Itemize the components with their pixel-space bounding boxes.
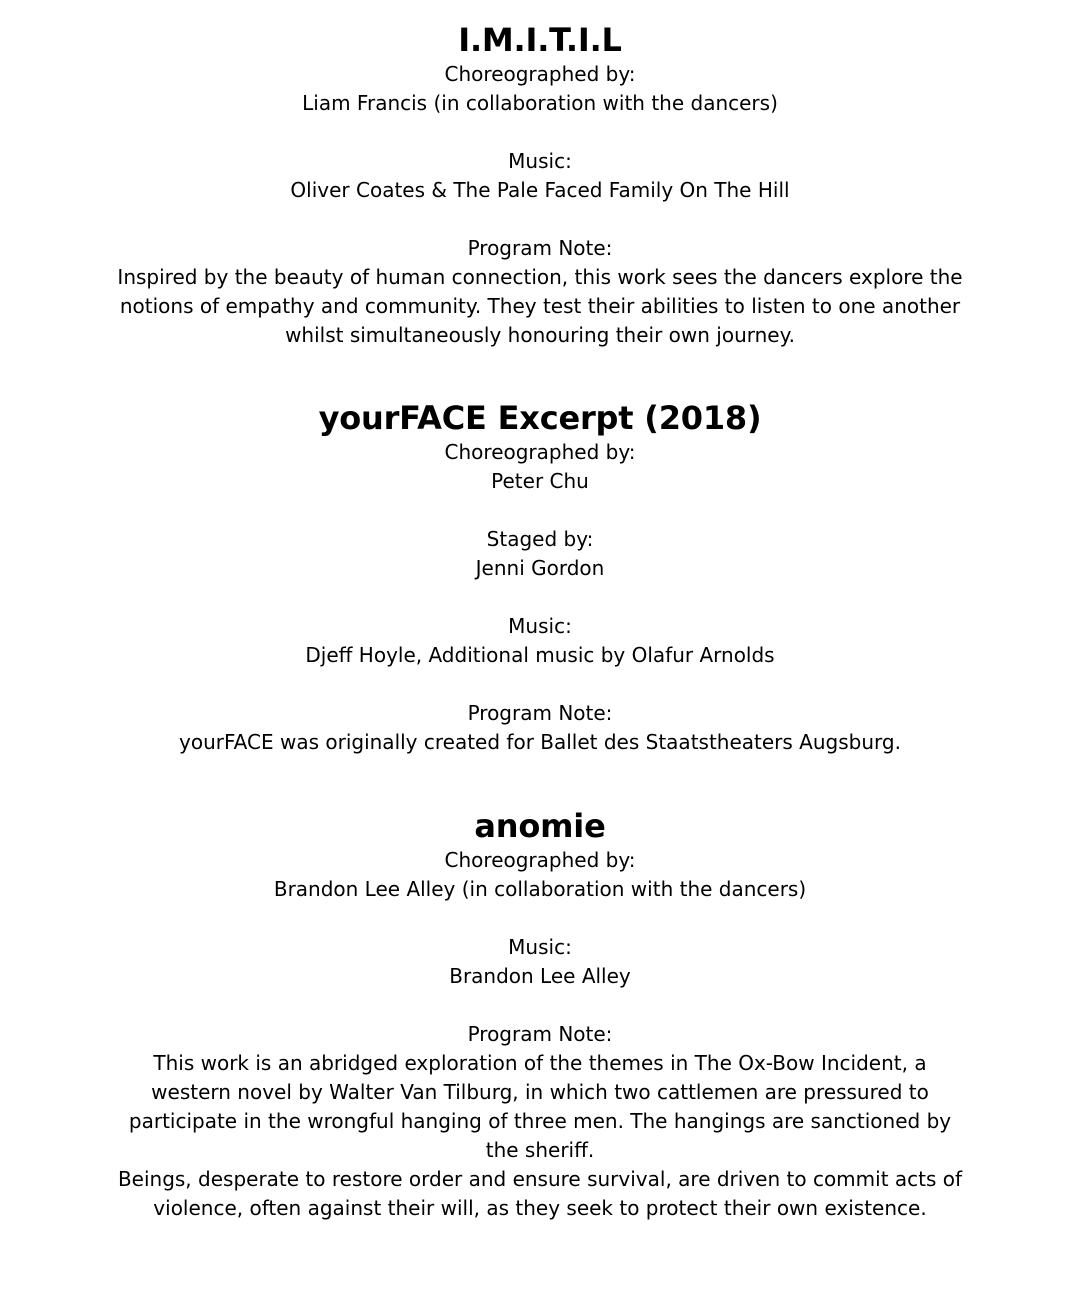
spacer: [0, 991, 1080, 1020]
piece-yourface: [0, 398, 1080, 757]
music-credit: Oliver Coates & The Pale Faced Family On The Hill: [290, 178, 790, 202]
piece-title: yourFACE Excerpt (2018): [318, 399, 762, 437]
spacer: [0, 118, 1080, 147]
spacer: [0, 205, 1080, 234]
program-note-label: Program Note:: [467, 1022, 613, 1046]
program-note-text: yourFACE was originally created for Ballet des Staatstheaters Augsburg.: [179, 730, 901, 754]
choreographed-label: Choreographed by:: [444, 62, 636, 86]
choreographer-name: Peter Chu: [491, 469, 589, 493]
piece-title: I.M.I.T.I.L: [458, 21, 622, 59]
spacer: [0, 583, 1080, 612]
music-credit: Brandon Lee Alley: [449, 964, 631, 988]
piece-title: anomie: [474, 807, 606, 845]
program-note-label: Program Note:: [467, 236, 613, 260]
spacer: [0, 904, 1080, 933]
spacer: [0, 496, 1080, 525]
choreographed-label: Choreographed by:: [444, 440, 636, 464]
music-credit: Djeff Hoyle, Additional music by Olafur Arnolds: [305, 643, 775, 667]
choreographed-label: Choreographed by:: [444, 848, 636, 872]
piece-anomie: [0, 806, 1080, 1223]
stager-name: Jenni Gordon: [475, 556, 605, 580]
program-note-text-continued: Beings, desperate to restore order and ensure survival, are driven to commit acts of violence, often against their will, as they seek to protect their own existence.: [117, 1167, 963, 1220]
music-label: Music:: [508, 935, 572, 959]
spacer: [0, 670, 1080, 699]
choreographer-name: Brandon Lee Alley (in collaboration with the dancers): [273, 877, 807, 901]
program-note-text: Inspired by the beauty of human connection, this work sees the dancers explore the notions of empathy and community. They test their abilities to listen to one another whilst simultaneously honouring their own journey.: [117, 265, 963, 347]
choreographer-name: Liam Francis (in collaboration with the dancers): [302, 91, 778, 115]
program-note-text: This work is an abridged exploration of the themes in The Ox-Bow Incident, a western novel by Walter Van Tilburg, in which two cattlemen are pressured to participate in the wrongful hanging of three men. The hangings are sanctioned by the sheriff.: [128, 1051, 952, 1162]
staged-label: Staged by:: [486, 527, 594, 551]
program-note-label: Program Note:: [467, 701, 613, 725]
music-label: Music:: [508, 149, 572, 173]
music-label: Music:: [508, 614, 572, 638]
piece-imitil: [0, 20, 1080, 350]
